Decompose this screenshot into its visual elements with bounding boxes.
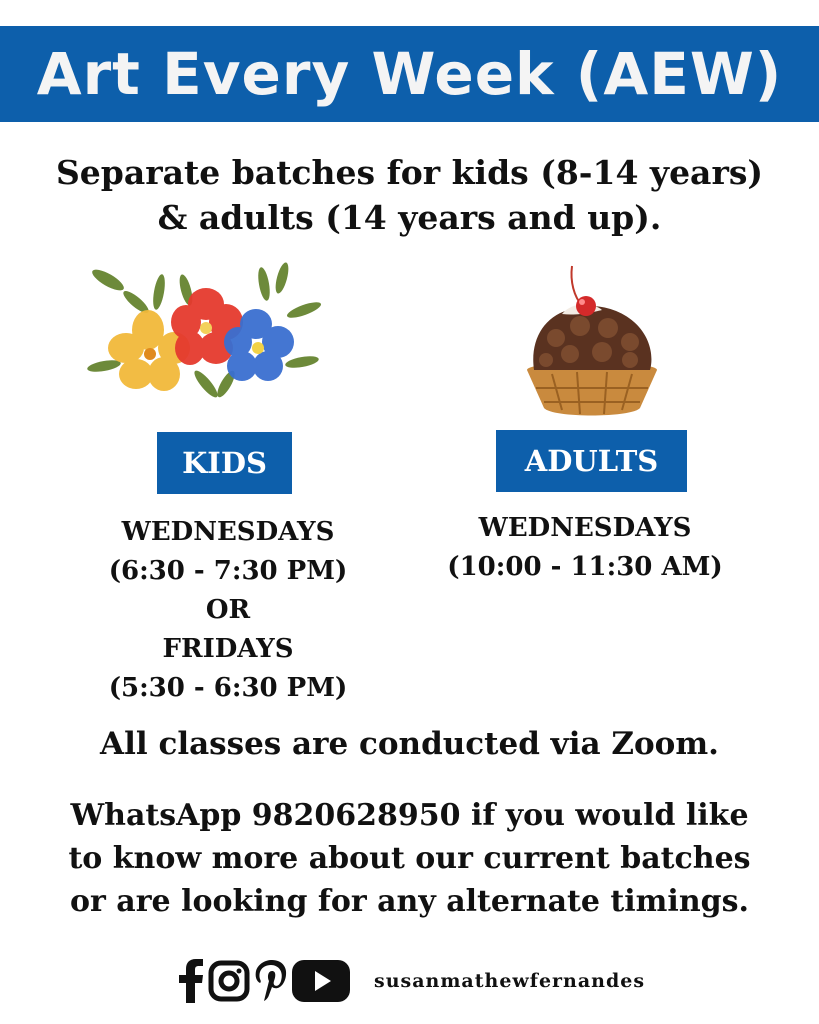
adults-label: ADULTS [496,430,687,492]
kids-schedule-line: WEDNESDAYS [121,517,335,547]
page-title: Art Every Week (AEW) [36,40,783,108]
contact-info [0,794,819,923]
zoom-note: All classes are conducted via Zoom. [100,726,719,762]
contact-line-1: WhatsApp 9820628950 if you would like [70,798,749,833]
pinterest-icon[interactable] [254,959,288,1003]
contact-line-3: or are looking for any alternate timings. [70,884,749,919]
kids-schedule-line: (6:30 - 7:30 PM) [108,556,348,586]
kids-schedule-line: FRIDAYS [162,634,294,664]
intro-text [0,150,819,240]
social-handle: susanmathewfernandes [374,970,646,992]
flowers-illustration [86,262,322,414]
contact-line-2: to know more about our current batches [68,841,751,876]
title-banner [0,26,819,122]
instagram-icon[interactable] [208,960,250,1002]
kids-schedule-line: (5:30 - 6:30 PM) [108,673,348,703]
kids-schedule-line: OR [205,595,251,625]
kids-schedule [78,513,378,708]
ice-cream-illustration [522,262,662,420]
adults-schedule [432,509,738,587]
intro-line-2: & adults (14 years and up). [157,198,662,237]
adults-schedule-line: (10:00 - 11:30 AM) [447,552,723,582]
kids-label: KIDS [157,432,292,494]
youtube-icon[interactable] [292,960,350,1002]
facebook-icon[interactable] [178,959,204,1003]
intro-line-1: Separate batches for kids (8-14 years) [55,153,764,192]
social-links [178,958,645,1004]
adults-schedule-line: WEDNESDAYS [478,513,692,543]
